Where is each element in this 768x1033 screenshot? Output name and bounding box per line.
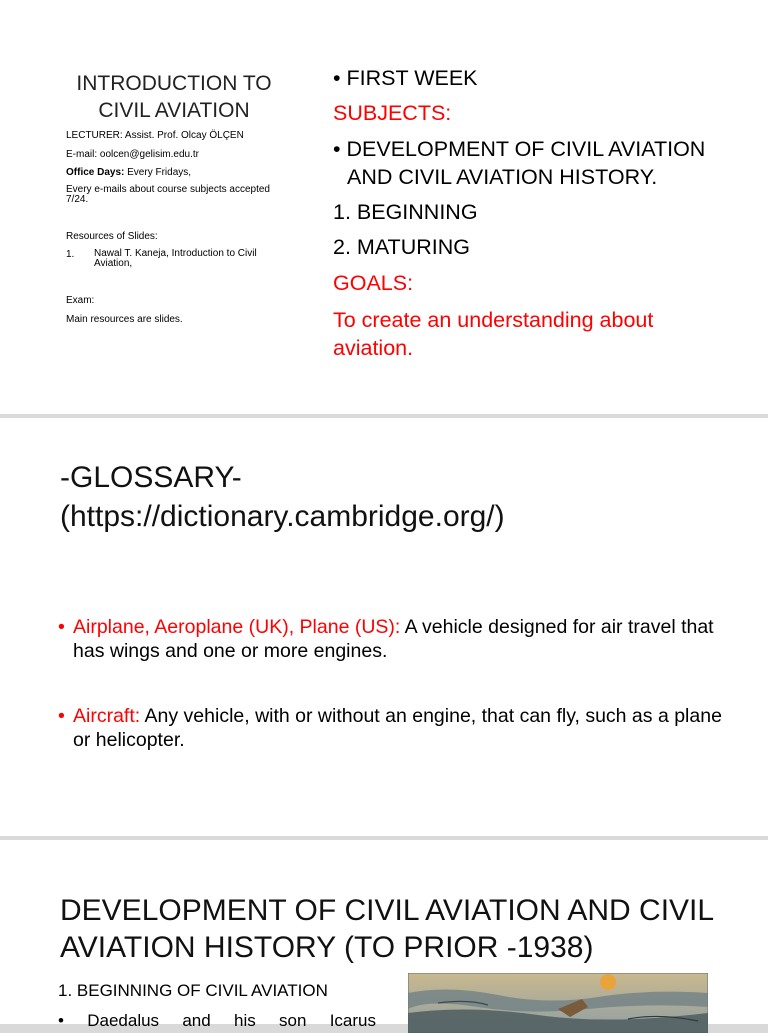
glossary-term: Aircraft: xyxy=(73,705,141,727)
glossary-definition: A vehicle designed for air travel that has wings and one or more engines. xyxy=(73,616,714,662)
exam-label: Exam: xyxy=(66,295,95,306)
glossary-title: -GLOSSARY- (https://dictionary.cambridge.org/) xyxy=(60,461,505,533)
icarus-illustration xyxy=(408,973,708,1033)
history-title: DEVELOPMENT OF CIVIL AVIATION AND CIVIL AVIATION HISTORY (TO PRIOR -1938) xyxy=(60,894,713,964)
slide-3 xyxy=(0,840,768,1030)
email-line: E-mail: oolcen@gelisim.edu.tr xyxy=(66,149,199,160)
slide-1 xyxy=(0,0,768,414)
first-week-bullet: • FIRST WEEK xyxy=(333,66,478,90)
glossary-item-airplane: • Airplane, Aeroplane (UK), Plane (US): A vehicle designed for air travel that has wings and one or more engines. xyxy=(58,616,714,662)
office-days-line: Office Days: Every Fridays, xyxy=(66,167,192,178)
subjects-label: SUBJECTS: xyxy=(333,101,452,125)
daedalus-bullet: • Daedalus and his son Icarus xyxy=(58,1011,376,1030)
resources-label: Resources of Slides: xyxy=(66,231,158,242)
slide-2 xyxy=(0,418,768,836)
emails-note: Every e-mails about course subjects accepted 7/24. xyxy=(66,184,270,205)
subject-item-2: 2. MATURING xyxy=(333,235,470,259)
resource-item: 1. Nawal T. Kaneja, Introduction to Civil Aviation, xyxy=(66,248,257,269)
icarus-image xyxy=(408,973,708,1033)
subject-item-1: 1. BEGINNING xyxy=(333,200,478,224)
goals-label: GOALS: xyxy=(333,271,414,295)
subject-bullet: • DEVELOPMENT OF CIVIL AVIATION AND CIVIL AVIATION HISTORY. xyxy=(333,137,706,189)
main-resources-line: Main resources are slides. xyxy=(66,314,183,325)
glossary-term: Airplane, Aeroplane (UK), Plane (US): xyxy=(73,616,401,638)
glossary-item-aircraft: • Aircraft: Any vehicle, with or without an engine, that can fly, such as a plane or helicopter. xyxy=(58,705,722,751)
goals-text: To create an understanding about aviation. xyxy=(333,308,654,360)
slide-title: INTRODUCTION TO CIVIL AVIATION xyxy=(76,72,272,122)
glossary-definition: Any vehicle, with or without an engine, that can fly, such as a plane or helicopter. xyxy=(73,705,722,751)
beginning-subtitle: 1. BEGINNING OF CIVIL AVIATION xyxy=(58,981,328,1000)
lecturer-line: LECTURER: Assist. Prof. Olcay ÖLÇEN xyxy=(66,130,244,141)
